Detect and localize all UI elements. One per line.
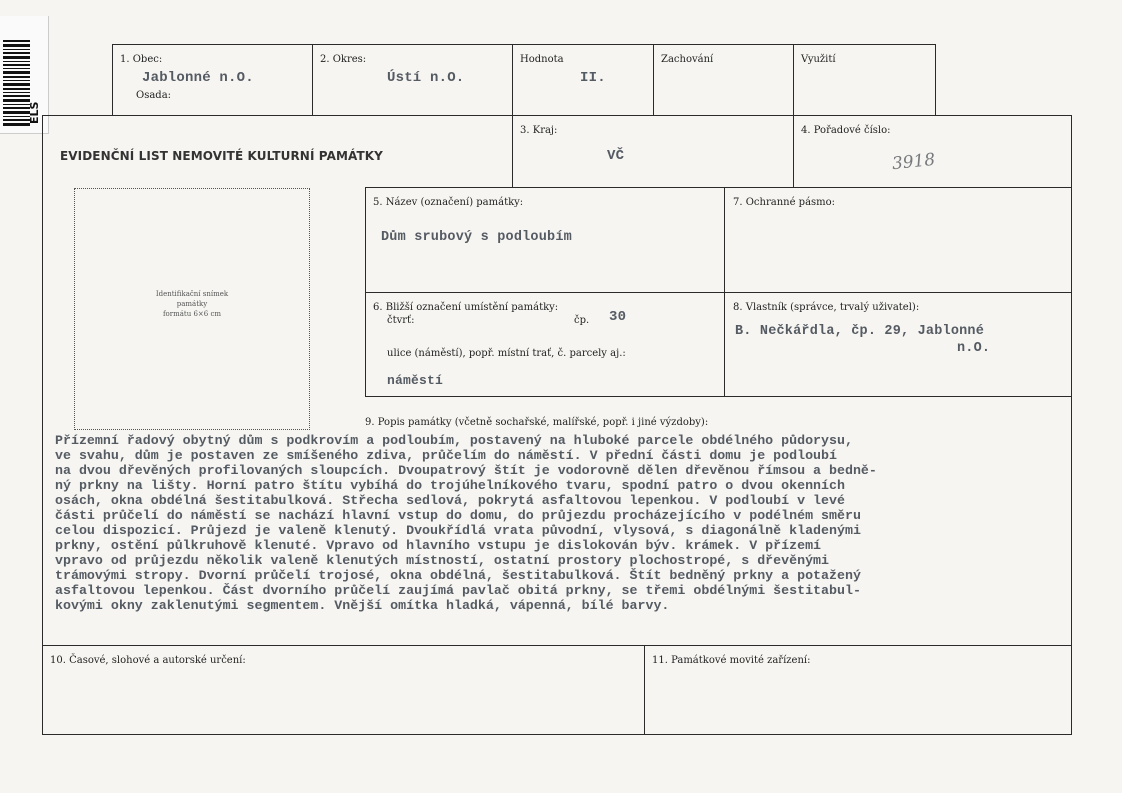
- osada-label: Osada:: [136, 90, 172, 101]
- barcode-icon: [3, 40, 30, 128]
- popis-line: asfaltovou lepenkou. Část dvorního průčelí zaujímá pavlač obitá prkny, se třemi obdélnými šestitabul-: [55, 583, 861, 598]
- cp-value: 30: [609, 309, 627, 325]
- zarizeni-label: 11. Památkové movité zařízení:: [652, 655, 811, 666]
- cp-label: čp.: [574, 315, 590, 326]
- popis-line: vpravo od průjezdu několik valeně klenutých místností, ostatní prostory plochostropé, s dřevěnými: [55, 553, 830, 568]
- popis-line: kovými okny zaklenutými segmentem. Vnější omítka hladká, vápenná, bílé barvy.: [55, 598, 670, 613]
- popis-line: trámovými stropy. Dvorní průčelí trojosé, okna obdélná, šestitabulková. Štít bedněný prkny a potažený: [55, 568, 861, 583]
- photo-placeholder: [74, 188, 310, 430]
- umisteni-label: 6. Bližší označení umístění památky:: [373, 302, 559, 313]
- popis-line: části průčelí do náměstí se nachází hlavní vstup do domu, do průjezdu procházejícího v podélném směru: [55, 508, 861, 523]
- okres-label: 2. Okres:: [320, 54, 367, 65]
- hodnota-label: Hodnota: [520, 54, 564, 65]
- popis-text: [55, 433, 1065, 613]
- kraj-label: 3. Kraj:: [520, 125, 558, 136]
- ochranne-pasmo-label: 7. Ochranné pásmo:: [733, 197, 836, 208]
- popis-line: prkny, ostění půlkruhově klenuté. Vpravo od hlavního vstupu je dislokován býv. krámek. V přízemí: [55, 538, 822, 553]
- popis-line: na dvou dřevěných profilovaných sloupcích. Dvoupatrový štít je vodorovně dělen dřevěnou římsou a bedně-: [55, 463, 877, 478]
- barcode-label: ELS: [28, 101, 41, 124]
- vlastnik-value-line-2: n.O.: [957, 341, 991, 356]
- popis-line: ve svahu, dům je postaven ze smíšeného zdiva, průčelím do náměstí. V přední části domu je podloubí: [55, 448, 837, 463]
- nazev-label: 5. Název (označení) památky:: [373, 197, 524, 208]
- popis-line: Přízemní řadový obytný dům s podkrovím a podloubím, postavený na hluboké parcele obdélného půdorysu,: [55, 433, 853, 448]
- poradove-cislo-value: 3918: [891, 149, 937, 175]
- ctvrt-label: čtvrť:: [387, 315, 415, 326]
- popis-line: ný prkny na lišty. Horní patro štítu vybíhá do trojúhelníkového tvaru, spodní patro o dvou okenních: [55, 478, 845, 493]
- kraj-value: VČ: [607, 148, 625, 164]
- ulice-value: náměstí: [387, 373, 444, 388]
- casove-label: 10. Časové, slohové a autorské určení:: [50, 655, 246, 666]
- photo-placeholder-text: Identifikační snímek památky formátu 6×6 cm: [155, 290, 229, 319]
- hodnota-value: II.: [580, 70, 606, 86]
- popis-label: 9. Popis památky (včetně sochařské, malířské, popř. i jiné výzdoby):: [365, 417, 709, 428]
- popis-line: osách, okna obdélná šestitabulková. Střecha sedlová, pokrytá asfaltovou lepenkou. V podloubí v levé: [55, 493, 845, 508]
- popis-line: celou dispozicí. Průjezd je valeně klenutý. Dvoukřídlá vrata původní, vlysová, s diagonálně kladenými: [55, 523, 861, 538]
- ulice-label: ulice (náměstí), popř. místní trať, č. parcely aj.:: [387, 348, 626, 359]
- vlastnik-label: 8. Vlastník (správce, trvalý uživatel):: [733, 302, 920, 313]
- vlastnik-value-line-1: B. Nečkářdla, čp. 29, Jablonné: [735, 324, 985, 339]
- obec-value: Jablonné n.O.: [142, 70, 254, 86]
- zachovani-label: Zachování: [661, 54, 714, 65]
- okres-value: Ústí n.O.: [387, 70, 465, 86]
- vyuziti-label: Využití: [801, 54, 836, 65]
- form-title: EVIDENČNÍ LIST NEMOVITÉ KULTURNÍ PAMÁTKY: [60, 149, 383, 163]
- nazev-value: Dům srubový s podloubím: [381, 230, 572, 245]
- obec-label: 1. Obec:: [120, 54, 163, 65]
- poradove-cislo-label: 4. Pořadové číslo:: [801, 125, 891, 136]
